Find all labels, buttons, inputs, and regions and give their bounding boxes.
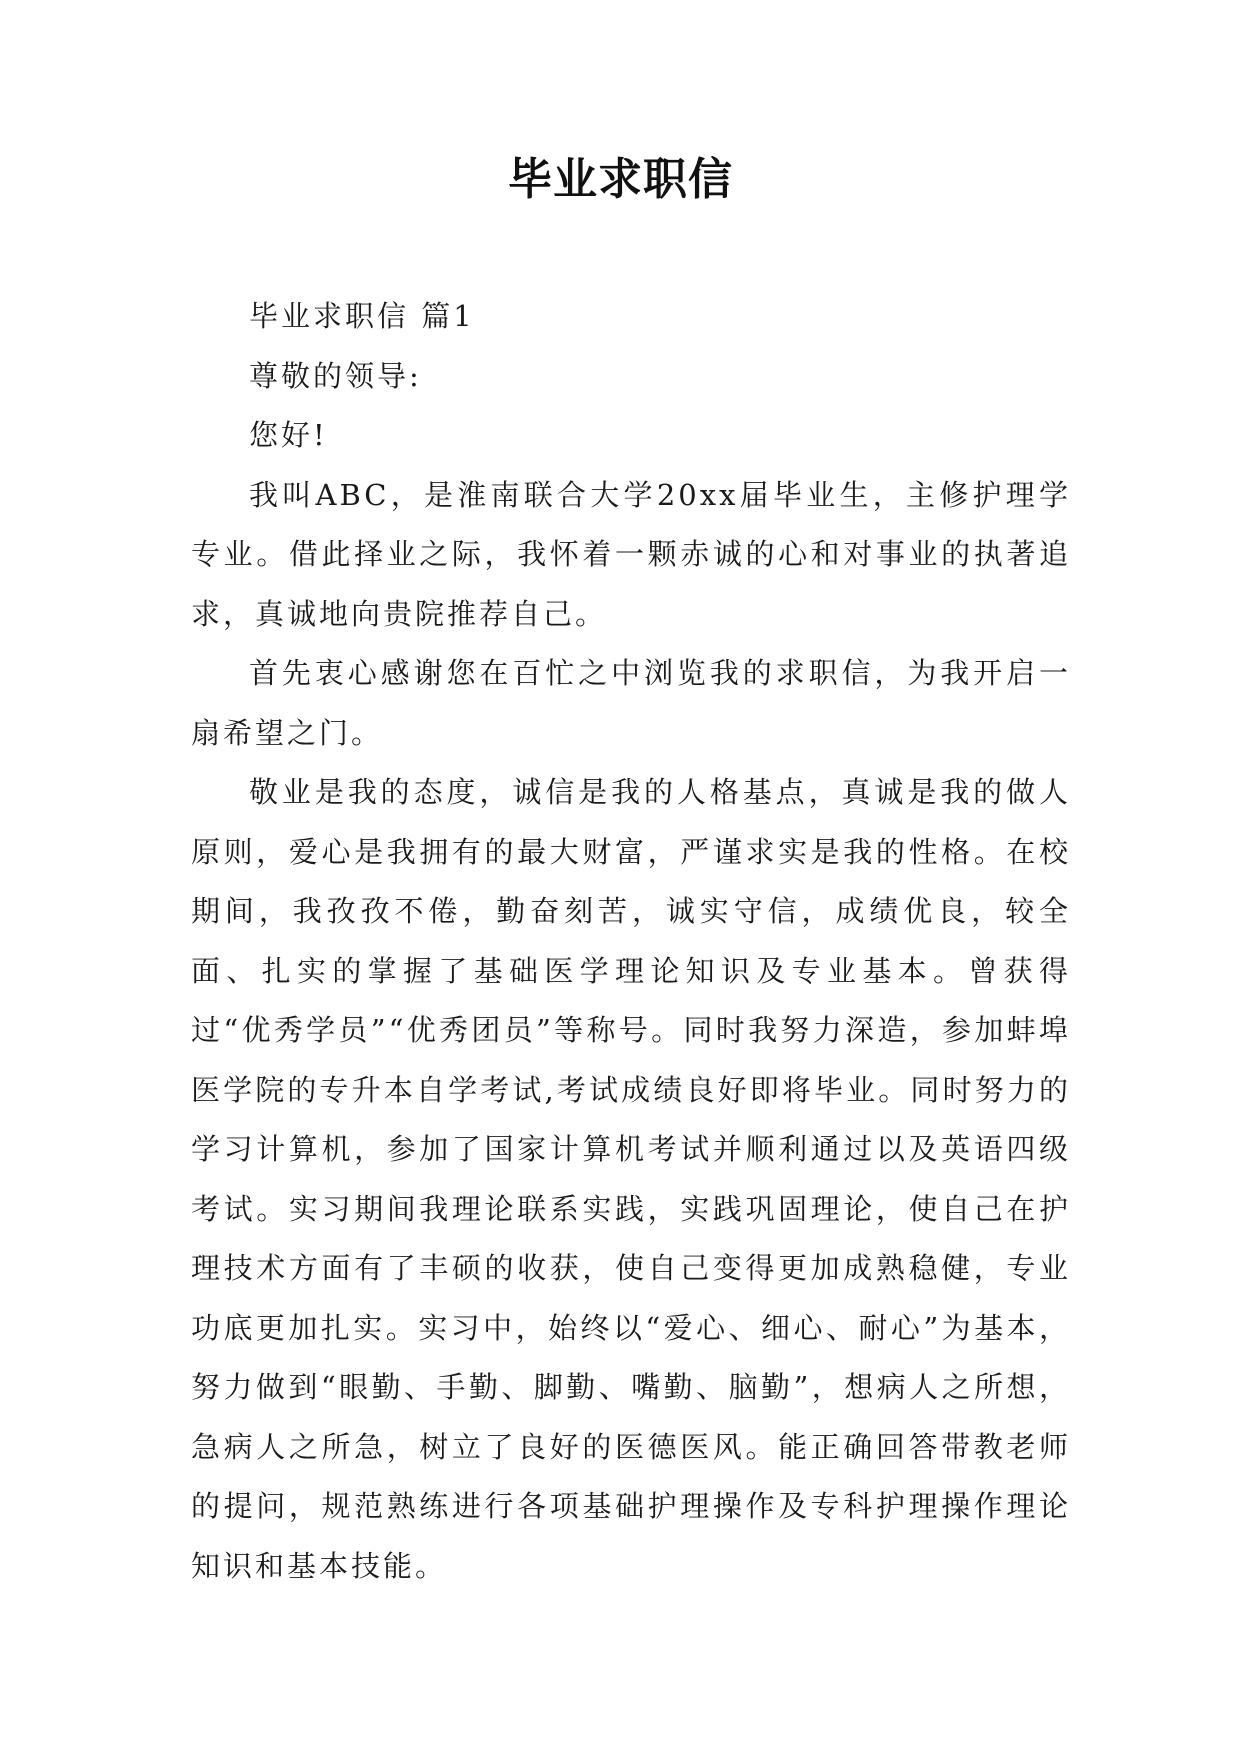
document-title: 毕业求职信 [508, 154, 733, 205]
body-paragraph-thanks: 首先衷心感谢您在百忙之中浏览我的求职信，为我开启一扇希望之门。 [191, 656, 1071, 750]
letter-body [191, 287, 1071, 1596]
body-paragraph-intro: 我叫ABC，是淮南联合大学20xx届毕业生，主修护理学专业。借此择业之际，我怀着一颗赤诚的心和对事业的执著追求，真诚地向贵院推荐自己。 [191, 477, 1071, 631]
salutation: 尊敬的领导: [249, 358, 422, 393]
greeting: 您好! [249, 418, 328, 452]
body-paragraph-qualifications: 敬业是我的态度，诚信是我的人格基点，真诚是我的做人原则，爱心是我拥有的最大财富，严谨求实是我的性格。在校期间，我孜孜不倦，勤奋刻苦，诚实守信，成绩优良，较全面、扎实的掌握了基础医学理论知识及专业基本。曾获得过“优秀学员”“优秀团员”等称号。同时我努力深造，参加蚌埠医学院的专升本自学考试,考试成绩良好即将毕业。同时努力的学习计算机，参加了国家计算机考试并顺利通过以及英语四级考试。实习期间我理论联系实践，实践巩固理论，使自己在护理技术方面有了丰硕的收获，使自己变得更加成熟稳健，专业功底更加扎实。实习中，始终以“爱心、细心、耐心”为基本，努力做到“眼勤、手勤、脚勤、嘴勤、脑勤”，想病人之所想，急病人之所急，树立了良好的医德医风。能正确回答带教老师的提问，规范熟练进行各项基础护理操作及专科护理操作理论知识和基本技能。 [191, 775, 1071, 1583]
section-heading: 毕业求职信 篇1 [249, 299, 475, 333]
